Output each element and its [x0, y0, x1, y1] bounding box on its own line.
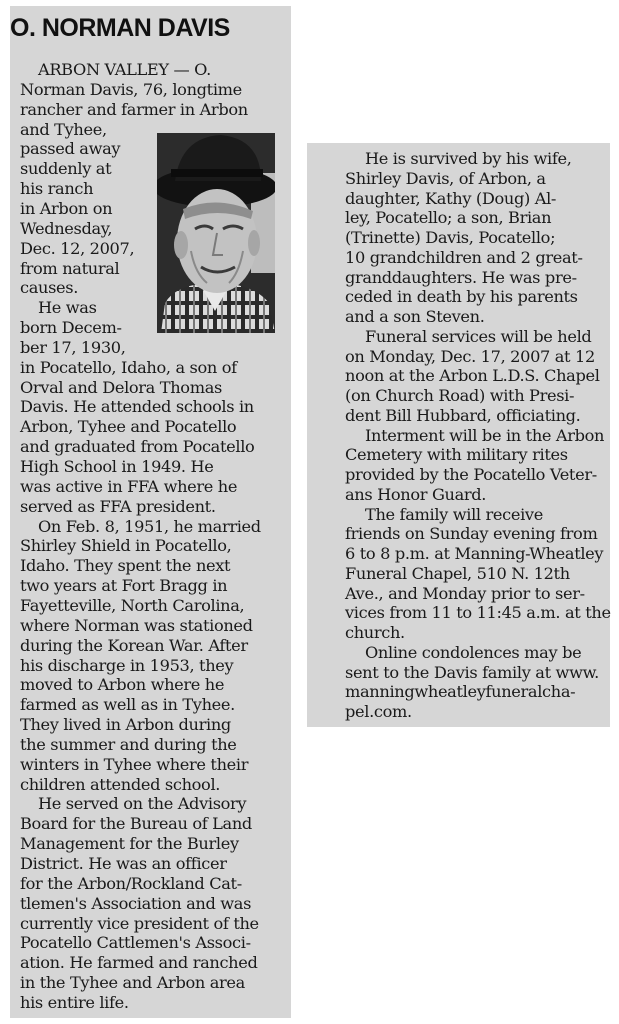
obituary-line: in Pocatello, Idaho, a son of [20, 357, 237, 377]
obituary-line: Arbon, Tyhee and Pocatello [20, 417, 237, 437]
obituary-line: Online condolences may be [365, 642, 582, 662]
obituary-line: his entire life. [20, 992, 129, 1012]
obituary-line: in the Tyhee and Arbon area [20, 973, 245, 993]
obituary-line: children attended school. [20, 774, 221, 794]
obituary-line: his ranch [20, 179, 94, 199]
obituary-line: sent to the Davis family at www. [345, 662, 599, 682]
obituary-line: High School in 1949. He [20, 457, 214, 476]
obituary-line: friends on Sunday evening from [345, 524, 598, 544]
obituary-line: ber 17, 1930, [20, 337, 126, 357]
obituary-line: for the Arbon/Rockland Cat- [20, 873, 242, 893]
obituary-line: Shirley Shield in Pocatello, [20, 536, 232, 556]
obituary-line: Board for the Bureau of Land [20, 814, 252, 834]
obituary-line: He is survived by his wife, [365, 149, 572, 168]
obituary-line: Idaho. They spent the next [20, 556, 231, 576]
obituary-line: manningwheatleyfuneralcha- [345, 682, 576, 702]
obituary-line: noon at the Arbon L.D.S. Chapel [345, 366, 600, 386]
obituary-line: ARBON VALLEY — O. [38, 60, 211, 79]
obituary-line: granddaughters. He was pre- [345, 267, 577, 287]
obituary-line: Davis. He attended schools in [20, 397, 254, 417]
obituary-line: Pocatello Cattlemen's Associ- [20, 933, 251, 953]
obituary-line: Funeral Chapel, 510 N. 12th [345, 563, 570, 583]
obituary-line: Interment will be in the Arbon [365, 425, 605, 445]
obituary-line: currently vice president of the [20, 913, 259, 933]
obituary-line: ceded in death by his parents [345, 287, 578, 307]
obituary-line: ley, Pocatello; a son, Brian [345, 208, 552, 228]
obituary-line: He was [38, 298, 97, 318]
obituary-line: He served on the Advisory [38, 794, 247, 814]
obituary-line: born Decem- [20, 318, 122, 338]
obituary-line: District. He was an officer [20, 854, 227, 873]
obituary-line: the summer and during the [20, 734, 237, 754]
obituary-line: Shirley Davis, of Arbon, a [345, 168, 546, 188]
obituary-line: Fayetteville, North Carolina, [20, 595, 245, 615]
obituary-line: 10 grandchildren and 2 great- [345, 247, 583, 267]
obituary-line: rancher and farmer in Arbon [20, 99, 248, 119]
obituary-line: causes. [20, 278, 79, 298]
portrait-illustration [157, 133, 275, 333]
obituary-line: church. [345, 623, 405, 642]
obituary-line: They lived in Arbon during [20, 715, 231, 735]
obituary-line: in Arbon on [20, 198, 113, 218]
obituary-line: (on Church Road) with Presi- [345, 386, 575, 405]
obituary-line: moved to Arbon where he [20, 675, 225, 695]
obituary-line: on Monday, Dec. 17, 2007 at 12 [345, 346, 595, 366]
obituary-line: farmed as well as in Tyhee. [20, 695, 235, 715]
obituary-headline: O. NORMAN DAVIS [10, 14, 230, 42]
obituary-line: dent Bill Hubbard, officiating. [345, 405, 581, 425]
obituary-line: vices from 11 to 11:45 a.m. at the [345, 603, 611, 623]
obituary-line: and graduated from Pocatello [20, 437, 255, 457]
obituary-line: Norman Davis, 76, longtime [20, 79, 242, 99]
obituary-line: where Norman was stationed [20, 615, 253, 635]
obituary-line: Orval and Delora Thomas [20, 377, 222, 397]
portrait-photo [157, 133, 275, 333]
obituary-line: 6 to 8 p.m. at Manning-Wheatley [345, 544, 604, 563]
obituary-line: Wednesday, [20, 218, 113, 238]
obituary-line: during the Korean War. After [20, 635, 248, 655]
obituary-line: tlemen's Association and was [20, 893, 252, 913]
obituary-line: pel.com. [345, 702, 412, 721]
obituary-line: daughter, Kathy (Doug) Al- [345, 188, 557, 208]
obituary-line: ation. He farmed and ranched [20, 953, 258, 973]
obituary-line: Ave., and Monday prior to ser- [345, 583, 585, 603]
obituary-line: Dec. 12, 2007, [20, 238, 135, 258]
obituary-line: provided by the Pocatello Veter- [345, 465, 597, 484]
obituary-line: served as FFA president. [20, 496, 216, 516]
obituary-line: Funeral services will be held [365, 326, 592, 346]
obituary-line: (Trinette) Davis, Pocatello; [345, 228, 556, 247]
obituary-line: suddenly at [20, 159, 112, 179]
obituary-line: and Tyhee, [20, 119, 107, 139]
obituary-line: Cemetery with military rites [345, 445, 568, 465]
obituary-line: from natural [20, 258, 120, 278]
obituary-line: On Feb. 8, 1951, he married [38, 516, 261, 536]
obituary-line: winters in Tyhee where their [20, 754, 249, 774]
obituary-line: was active in FFA where he [20, 476, 238, 496]
obituary-line: The family will receive [365, 504, 543, 524]
obituary-line: and a son Steven. [345, 307, 485, 326]
obituary-line: passed away [20, 139, 121, 159]
obituary-line: ans Honor Guard. [345, 484, 487, 504]
obituary-line: Management for the Burley [20, 834, 239, 854]
obituary-line: his discharge in 1953, they [20, 655, 234, 675]
obituary-line: two years at Fort Bragg in [20, 576, 228, 596]
